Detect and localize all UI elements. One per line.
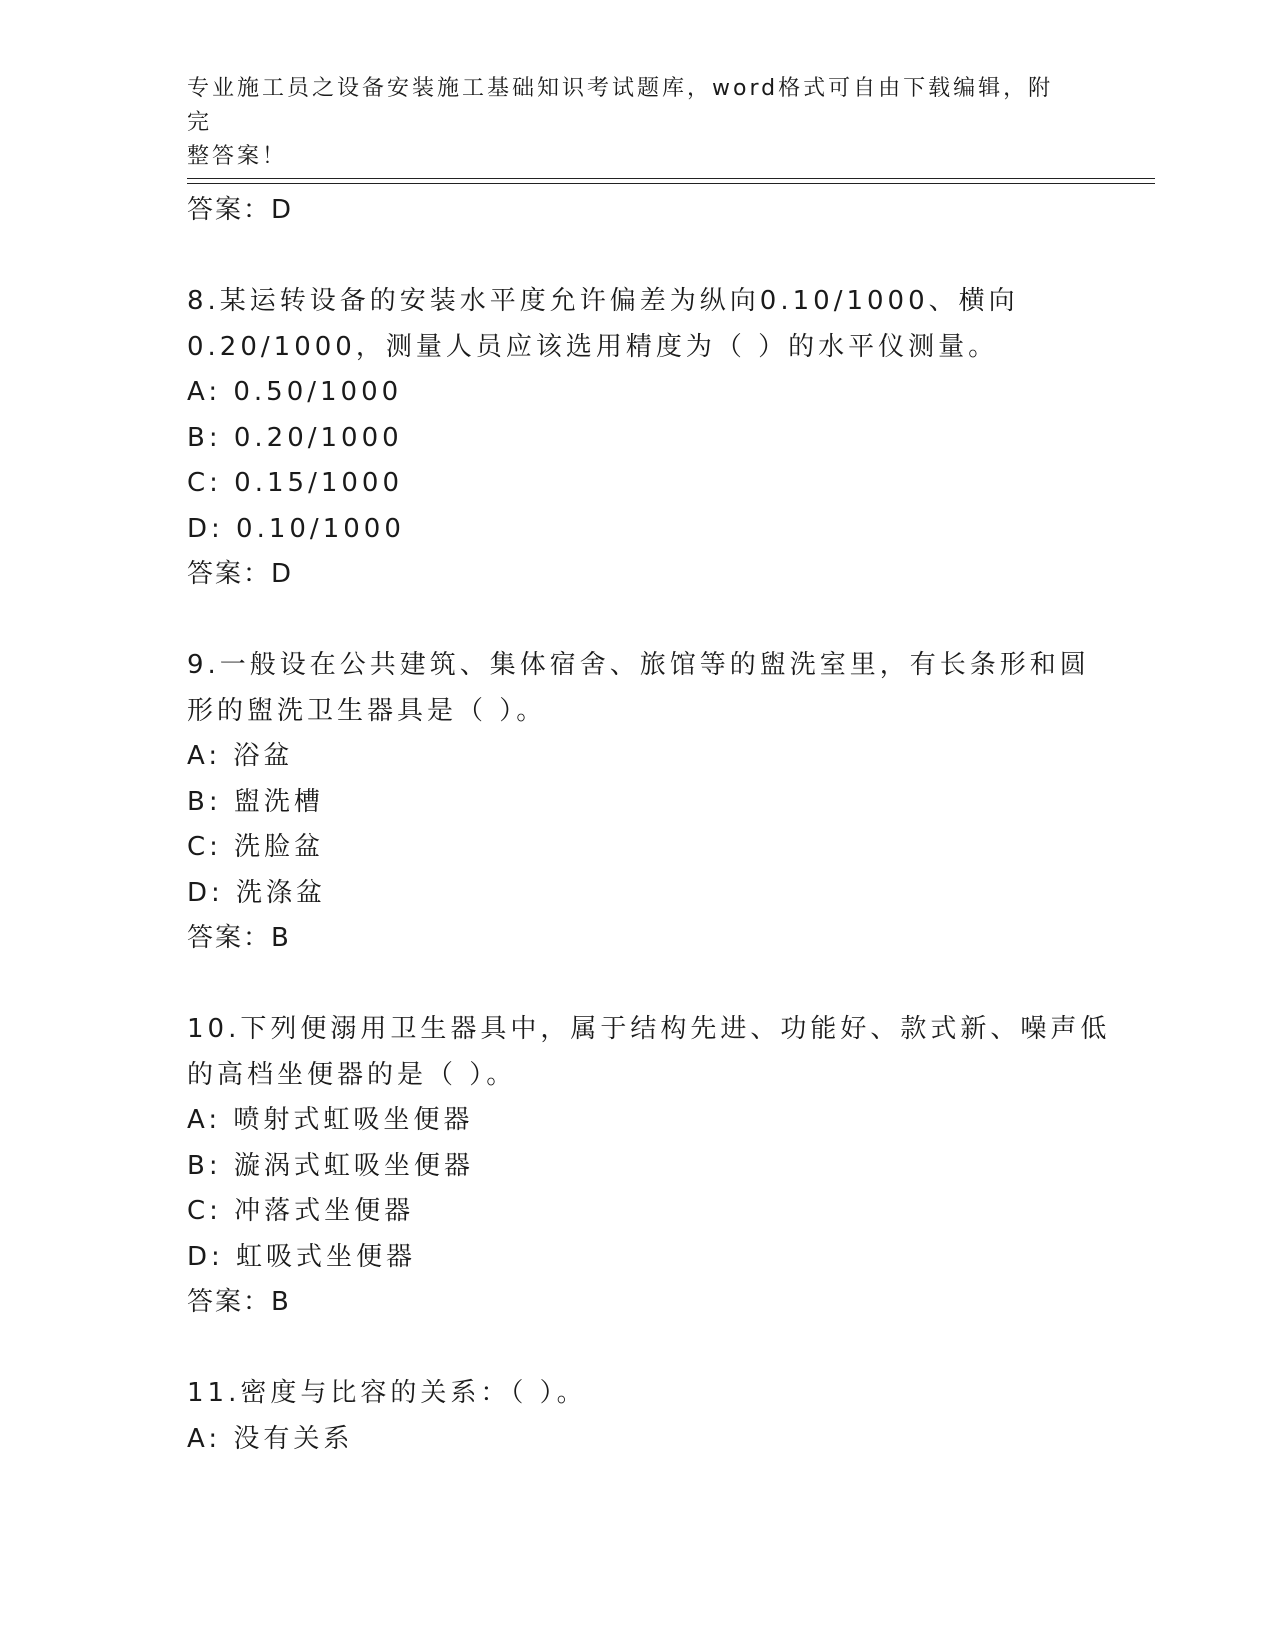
option-d: D: 洗涤盆 [187, 877, 327, 908]
option-c: C: 0.15/1000 [187, 468, 403, 498]
question-10 [187, 1007, 1111, 1326]
previous-answer: 答案：D [187, 195, 294, 225]
answer-line: 答案：B [187, 1287, 291, 1317]
option-a: A: 喷射式虹吸坐便器 [187, 1105, 474, 1135]
answer-line: 答案：D [187, 559, 294, 589]
question-stem: 8.某运转设备的安装水平度允许偏差为纵向0.10/1000、横向 [187, 286, 1019, 316]
option-b: B: 盥洗槽 [187, 786, 324, 817]
question-stem: 0.20/1000，测量人员应该选用精度为（ ）的水平仪测量。 [187, 331, 999, 362]
option-d: D: 0.10/1000 [187, 513, 405, 544]
header-divider-top [187, 178, 1155, 179]
question-11 [187, 1371, 1087, 1462]
spacer [187, 234, 1087, 280]
question-9 [187, 643, 1090, 962]
question-stem: 10.下列便溺用卫生器具中，属于结构先进、功能好、款式新、噪声低 [187, 1014, 1111, 1044]
document-header [187, 72, 1067, 174]
spacer [187, 962, 1087, 1008]
option-c: C: 洗脸盆 [187, 832, 325, 862]
option-a: A: 浴盆 [187, 741, 294, 771]
option-a: A: 没有关系 [187, 1423, 354, 1454]
option-b: B: 0.20/1000 [187, 422, 403, 453]
spacer [187, 1326, 1087, 1372]
question-stem: 的高档坐便器的是（ ）。 [187, 1059, 517, 1090]
option-d: D: 虹吸式坐便器 [187, 1241, 417, 1272]
header-line-2: 整答案！ [187, 144, 288, 169]
question-stem: 9.一般设在公共建筑、集体宿舍、旅馆等的盥洗室里，有长条形和圆 [187, 650, 1090, 680]
question-stem: 形的盥洗卫生器具是（ ）。 [187, 695, 547, 726]
question-8 [187, 279, 1087, 598]
header-line-1: 专业施工员之设备安装施工基础知识考试题库，word格式可自由下载编辑，附完 [187, 76, 1054, 135]
option-a: A: 0.50/1000 [187, 377, 403, 407]
header-divider-bottom [187, 183, 1155, 184]
option-c: C: 冲落式坐便器 [187, 1196, 415, 1226]
question-list [187, 188, 1111, 1462]
option-b: B: 漩涡式虹吸坐便器 [187, 1150, 474, 1181]
spacer [187, 598, 1087, 644]
answer-line: 答案：B [187, 923, 291, 953]
question-stem: 11.密度与比容的关系：（ ）。 [187, 1378, 587, 1408]
